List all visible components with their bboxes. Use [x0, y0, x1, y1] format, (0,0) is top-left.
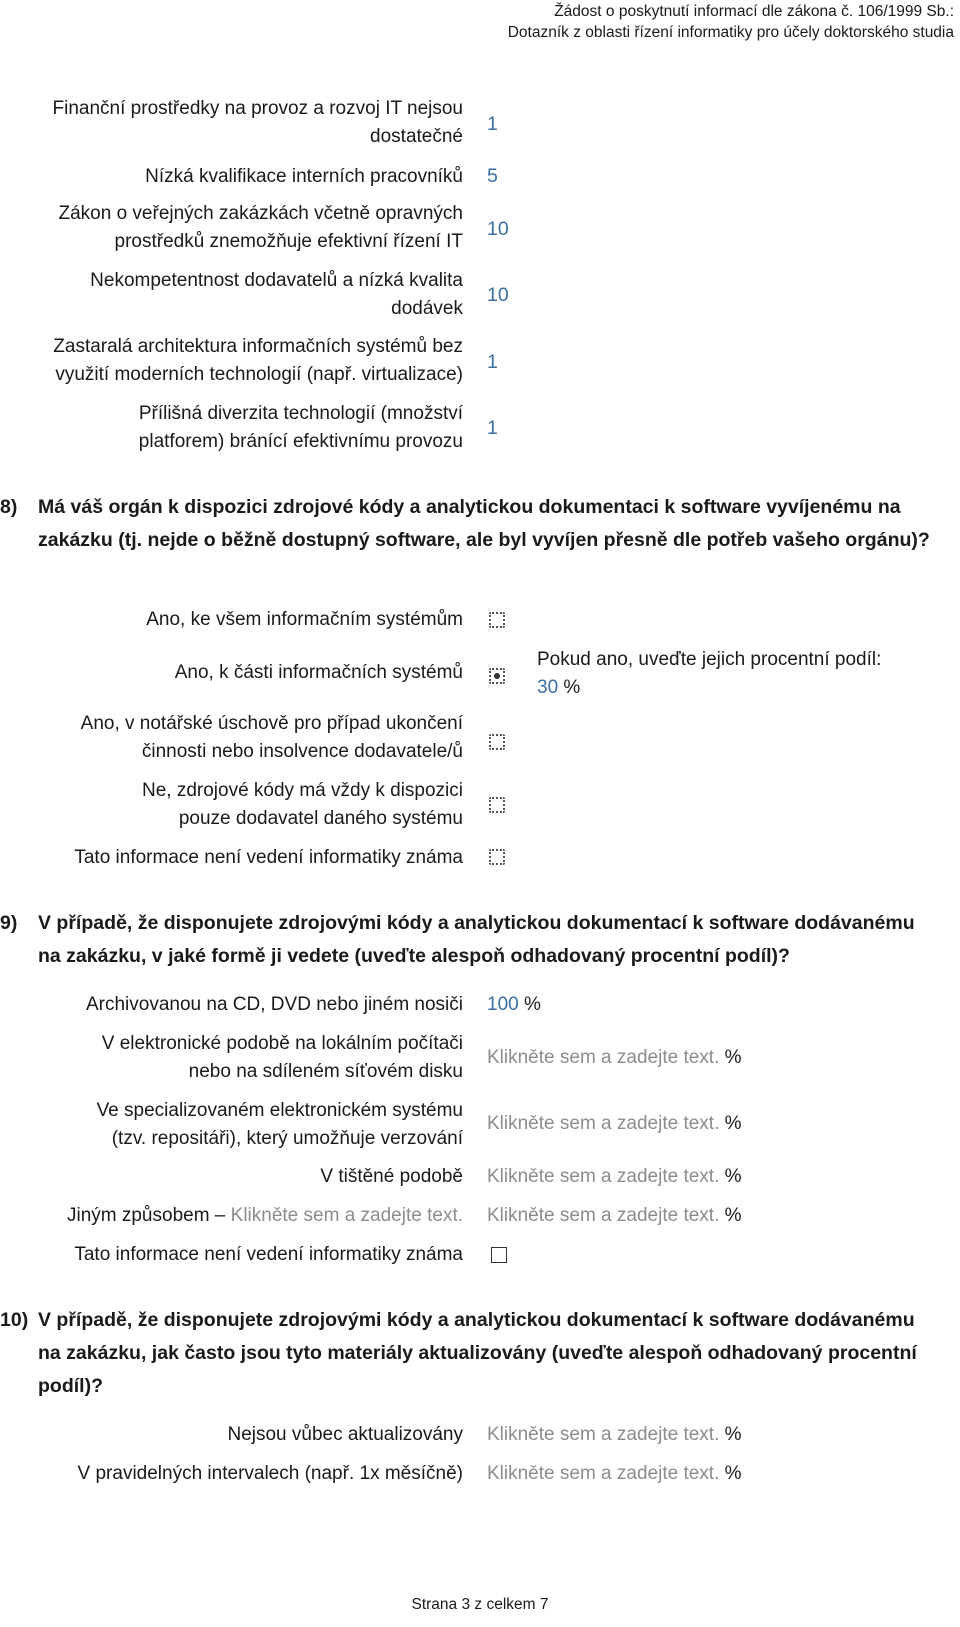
- q10-row-label: Nejsou vůbec aktualizovány: [227, 1424, 463, 1445]
- q9-row-label: Ve specializovaném elektronickém systému (tzv. repositáři), který umožňuje verzování: [96, 1100, 463, 1149]
- q8-option-radio[interactable]: [489, 849, 505, 865]
- question-text: Má váš orgán k dispozici zdrojové kódy a analytickou dokumentaci k software vyvíjenému na zakázku (tj. nejde o běžně dostupný software, ale byl vyvíjen přesně dle potřeb vašeho orgánu)?: [38, 496, 930, 551]
- rating-label: Nízká kvalifikace interních pracovníků: [145, 166, 463, 187]
- q8-option-label: Tato informace není vedení informatiky známa: [74, 847, 463, 868]
- q10-row-input[interactable]: Klikněte sem a zadejte text. %: [487, 1424, 742, 1445]
- rating-value[interactable]: 5: [487, 165, 498, 187]
- q8-option-label: Ano, v notářské úschově pro případ ukončení činnosti nebo insolvence dodavatele/ů: [80, 713, 463, 762]
- q8-option-label: Ano, k části informačních systémů: [174, 662, 463, 683]
- rating-value[interactable]: 10: [487, 284, 509, 306]
- question-text: V případě, že disponujete zdrojovými kódy a analytickou dokumentací k software dodávanému na zakázku, jak často jsou tyto materiály aktualizovány (uveďte alespoň odhadovaný procentní podíl)?: [38, 1309, 917, 1397]
- q9-row-label: V tištěné podobě: [320, 1166, 463, 1187]
- question-number: 9): [0, 912, 18, 934]
- q8-option-radio[interactable]: [489, 797, 505, 813]
- q9-other-method-input[interactable]: Klikněte sem a zadejte text.: [230, 1205, 463, 1226]
- question-10: [0, 1304, 940, 1403]
- rating-value[interactable]: 1: [487, 351, 498, 373]
- rating-label: Finanční prostředky na provoz a rozvoj IT nejsou dostatečné: [52, 98, 463, 147]
- rating-label: Zastaralá architektura informačních systémů bez využití moderních technologií (např. virtualizace): [53, 336, 463, 385]
- q9-row-input[interactable]: Klikněte sem a zadejte text. %: [487, 1047, 742, 1068]
- q9-unknown-checkbox[interactable]: [491, 1247, 507, 1263]
- page-footer: Strana 3 z celkem 7: [411, 1596, 549, 1613]
- q8-option-label: Ano, ke všem informačním systémům: [146, 609, 463, 630]
- question-9: [0, 907, 940, 973]
- q9-row-label: Archivovanou na CD, DVD nebo jiném nosiči: [85, 994, 463, 1015]
- q8-percentage-value[interactable]: 30: [537, 677, 559, 698]
- question-number: 10): [0, 1309, 29, 1331]
- q9-row-input[interactable]: 100 %: [487, 994, 541, 1015]
- q9-row-input[interactable]: Klikněte sem a zadejte text. %: [487, 1166, 742, 1187]
- rating-value[interactable]: 1: [487, 113, 498, 135]
- q10-row-input[interactable]: Klikněte sem a zadejte text. %: [487, 1463, 742, 1484]
- q8-percentage-note: Pokud ano, uveďte jejich procentní podíl: 30 %: [537, 649, 882, 698]
- rating-label: Přílišná diverzita technologií (množství platforem) bránící efektivnímu provozu: [138, 403, 463, 452]
- page-header-line2: Dotazník z oblasti řízení informatiky pro účely doktorského studia: [507, 24, 954, 41]
- q10-row-label: V pravidelných intervalech (např. 1x měsíčně): [77, 1463, 463, 1484]
- q9-row-input[interactable]: Klikněte sem a zadejte text. %: [487, 1113, 742, 1134]
- rating-label: Zákon o veřejných zakázkách včetně opravných prostředků znemožňuje efektivní řízení IT: [58, 203, 463, 252]
- question-number: 8): [0, 496, 18, 518]
- page-header-line1: Žádost o poskytnutí informací dle zákona č. 106/1999 Sb.:: [554, 3, 954, 20]
- q9-row-label: Jiným způsobem – Klikněte sem a zadejte text.: [66, 1205, 463, 1226]
- q8-option-radio[interactable]: [489, 734, 505, 750]
- q9-unknown-label: Tato informace není vedení informatiky známa: [74, 1244, 463, 1265]
- question-text: V případě, že disponujete zdrojovými kódy a analytickou dokumentací k software dodávanému na zakázku, v jaké formě ji vedete (uveďte alespoň odhadovaný procentní podíl)?: [38, 912, 915, 967]
- q9-row-input[interactable]: Klikněte sem a zadejte text. %: [487, 1205, 742, 1226]
- q8-option-radio[interactable]: [489, 612, 505, 628]
- q8-option-label: Ne, zdrojové kódy má vždy k dispozici pouze dodavatel daného systému: [141, 780, 463, 829]
- rating-value[interactable]: 10: [487, 218, 509, 240]
- q8-option-radio-selected[interactable]: [489, 668, 505, 684]
- rating-value[interactable]: 1: [487, 417, 498, 439]
- q9-row-label: V elektronické podobě na lokálním počítači nebo na sdíleném síťovém disku: [101, 1033, 463, 1082]
- question-8: [0, 491, 940, 557]
- rating-label: Nekompetentnost dodavatelů a nízká kvalita dodávek: [90, 270, 463, 319]
